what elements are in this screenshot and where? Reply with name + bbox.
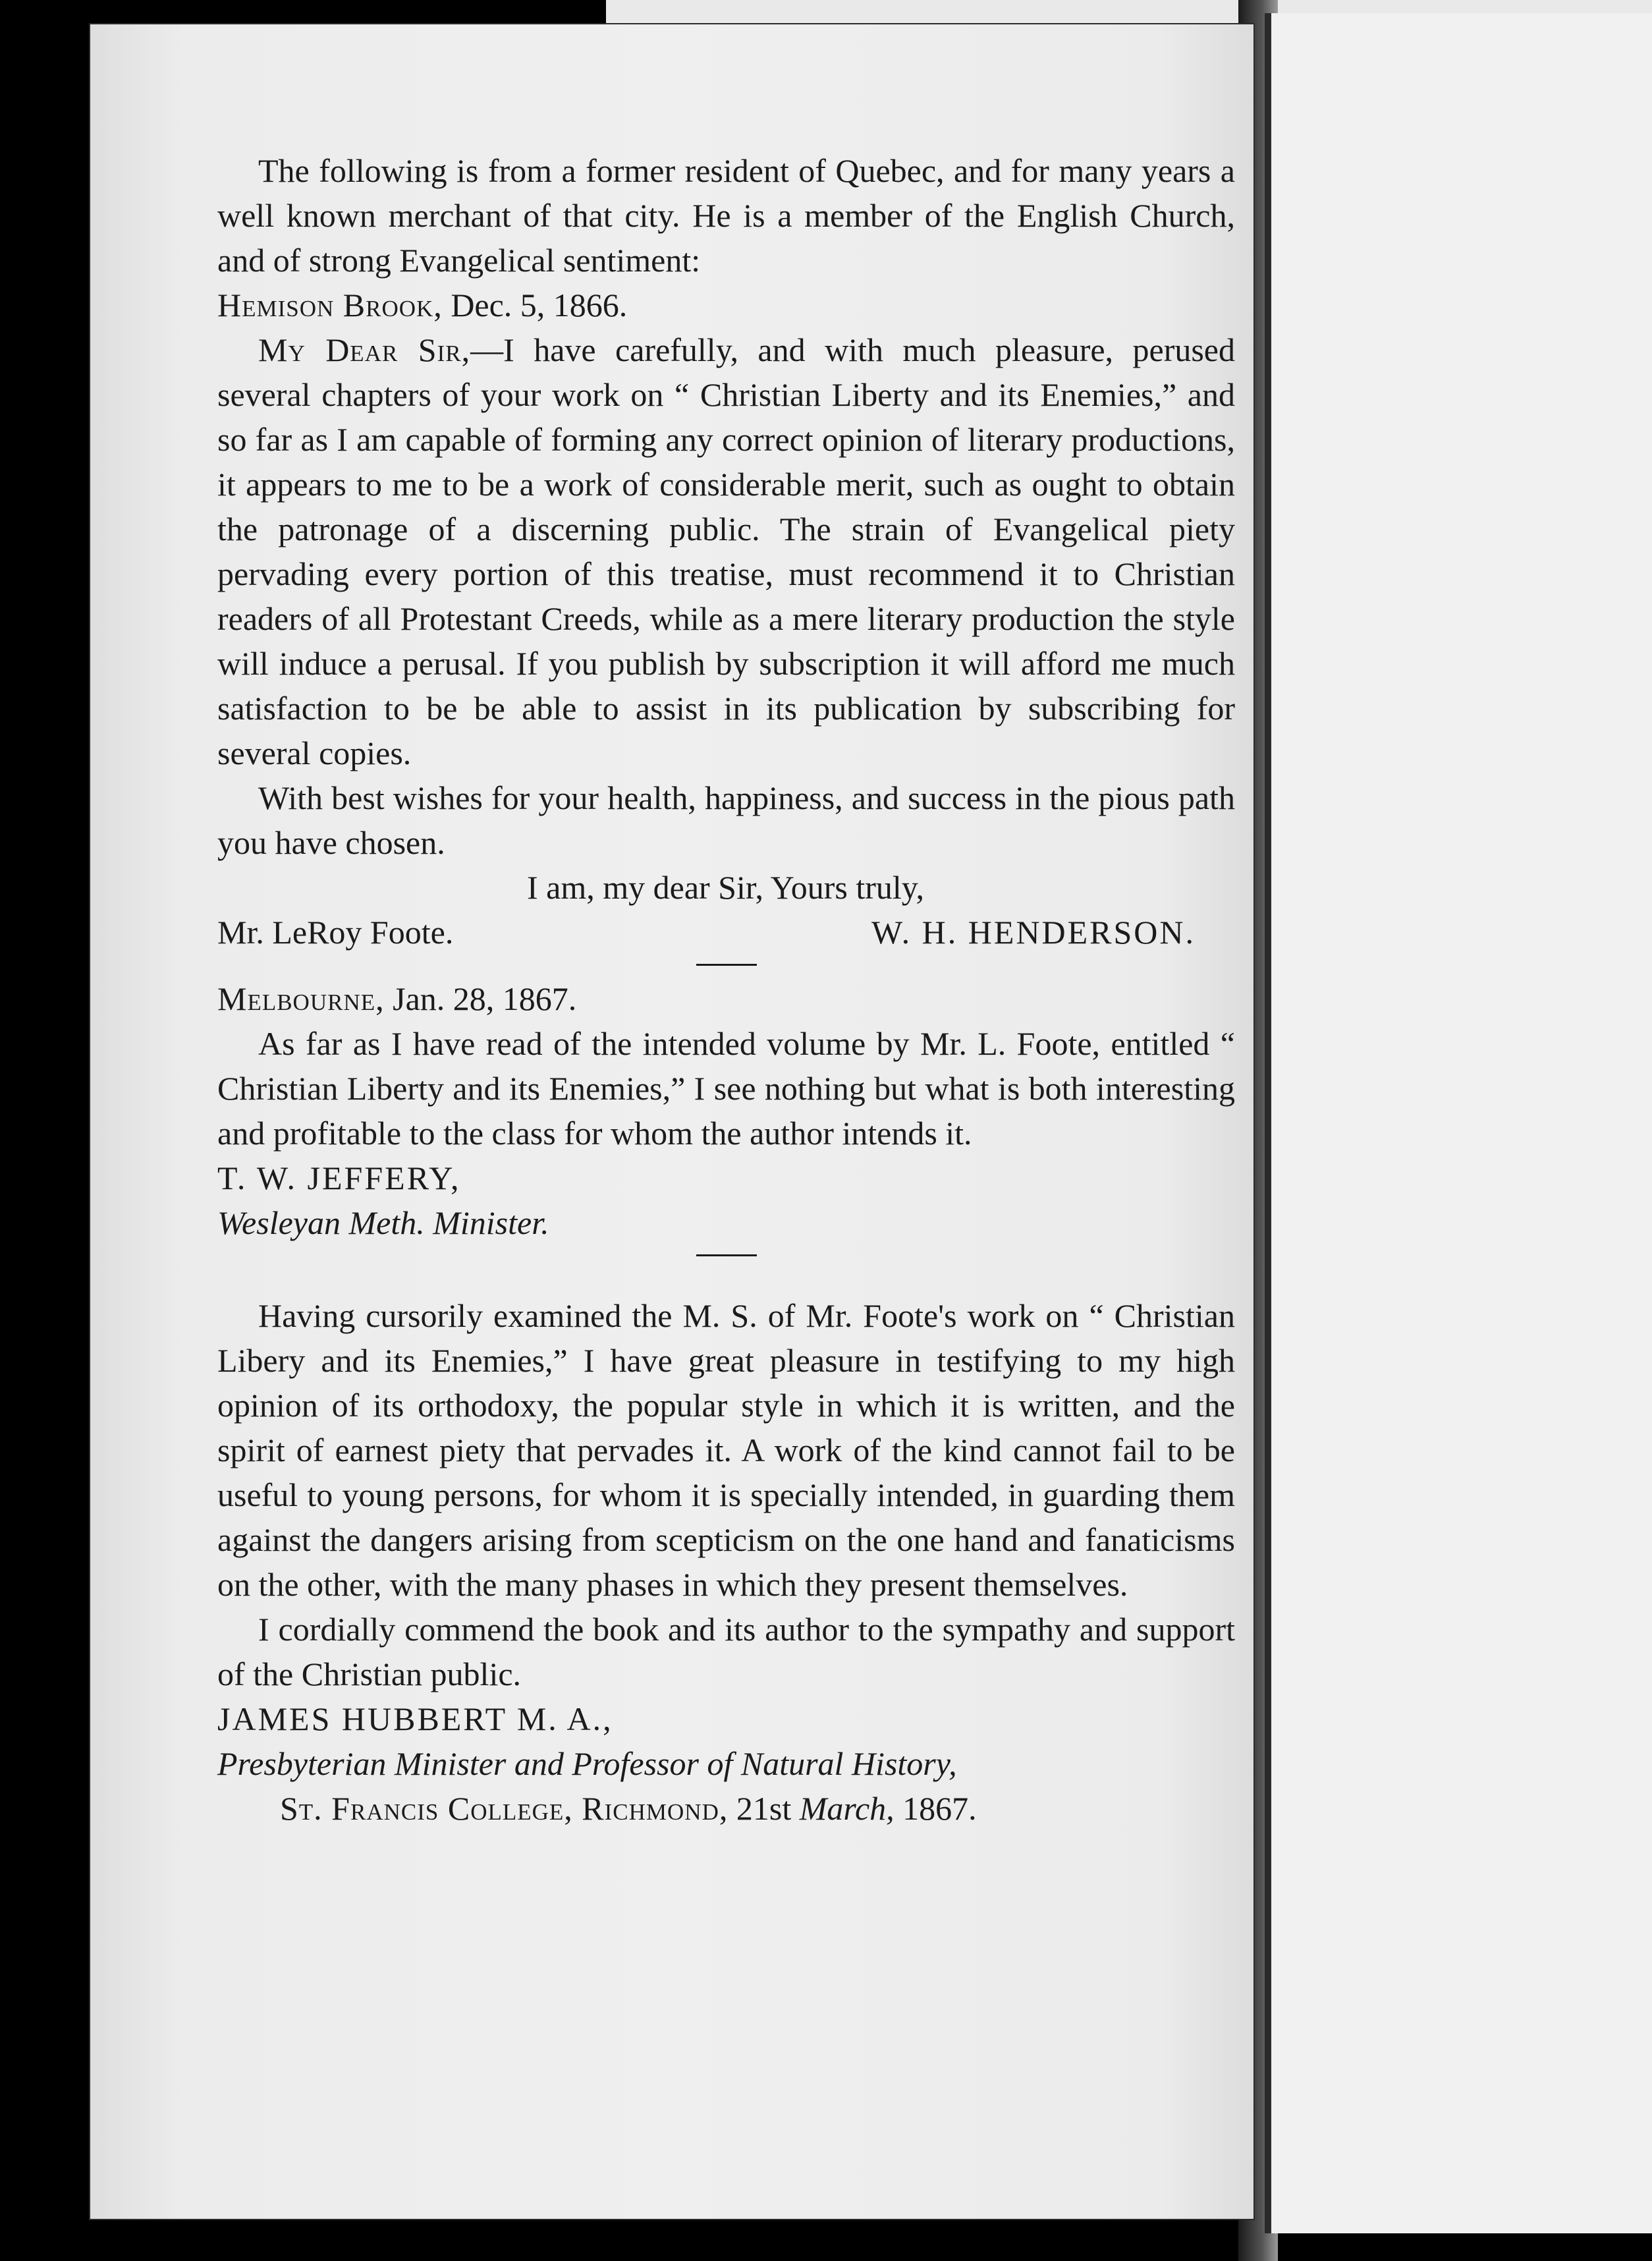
letter2-signature: T. W. JEFFERY, — [217, 1159, 461, 1196]
letter3-place: St. Francis College, Richmond, — [280, 1790, 729, 1827]
facing-blank-page — [1265, 13, 1652, 2233]
letter2-paragraph: As far as I have read of the intended volume by Mr. L. Foote, entitled “ Christian Liberty and its Enemies,” I see nothing but what is both interesting and profitable to the class for whom the author intends it. — [217, 1025, 1235, 1152]
letter1-salutation: My Dear Sir, — [258, 331, 471, 368]
letter3-date-year: 1867. — [902, 1790, 977, 1827]
letter3-dateline — [217, 1786, 1235, 1831]
letter3-date-day: 21st — [736, 1790, 792, 1827]
letter2-dateline — [217, 976, 1235, 1021]
letter3-signature: JAMES HUBBERT M. A., — [217, 1700, 613, 1737]
letter1-closing: I am, my dear Sir, Yours truly, — [527, 869, 925, 906]
letter3-paragraph-2: I cordially commend the book and its author to the sympathy and support of the Christian public. — [217, 1611, 1235, 1692]
letter1-dateline — [217, 283, 1235, 327]
letter1-body-1: —I have carefully, and with much pleasure, perused several chapters of your work on “ Christian Liberty and its Enemies,” and so far as I am capable of forming any correct opinion of literary productions, it appears to me to be a work of considerable merit, such as ought to obtain the patronage of a discerning public. The strain of Evangelical piety pervading every portion of this treatise, must recommend it to Christian readers of all Protestant Creeds, while as a mere literary production the style will induce a perusal. If you publish by subscription it will afford me much satisfaction to be be able to assist in its publication by subscribing for several copies. — [217, 331, 1235, 771]
letter1-signature: W. H. HENDERSON. — [871, 914, 1196, 951]
letter1-addressee: Mr. LeRoy Foote. — [217, 914, 454, 951]
section-divider — [696, 964, 757, 966]
letter2-title: Wesleyan Meth. Minister. — [217, 1204, 549, 1241]
page-text — [217, 148, 1235, 1831]
letter2-date: Jan. 28, 1867. — [393, 980, 577, 1017]
letter3-paragraph-1: Having cursorily examined the M. S. of Mr. Foote's work on “ Christian Libery and its Enemies,” I have great pleasure in testifying to my high opinion of its orthodoxy, the popular style in which it is written, and the spirit of earnest piety that pervades it. A work of the kind cannot fail to be useful to young persons, for whom it is specially intended, in guarding them against the dangers arising from scepticism on the one hand and fanaticisms on the other, with the many phases in which they present themselves. — [217, 1297, 1235, 1603]
letter1-signoff — [217, 910, 1235, 955]
letter1-paragraph-1 — [217, 327, 1235, 775]
letter1-date: Dec. 5, 1866. — [451, 287, 628, 323]
section-divider — [696, 1254, 757, 1256]
letter1-place: Hemison Brook, — [217, 287, 443, 323]
letter2-place: Melbourne, — [217, 980, 385, 1017]
intro-paragraph: The following is from a former resident of Quebec, and for many years a well known merchant of that city. He is a member of the English Church, and of strong Evangelical sentiment: — [217, 152, 1235, 279]
letter3-title: Presbyterian Minister and Professor of Natural History, — [217, 1745, 957, 1782]
letter1-paragraph-2: With best wishes for your health, happiness, and success in the pious path you have chosen. — [217, 779, 1235, 861]
letter3-date-month: March, — [799, 1790, 895, 1827]
